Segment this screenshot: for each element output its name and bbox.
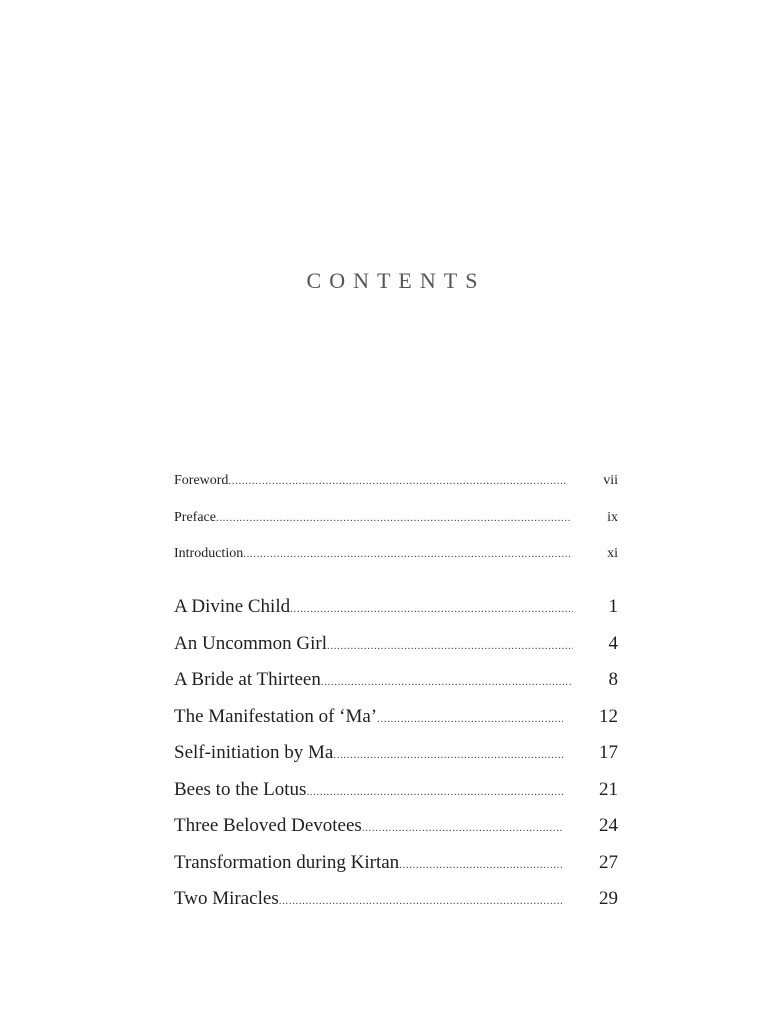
toc-entry-chapter[interactable] <box>174 669 618 691</box>
toc-entry-chapter[interactable] <box>174 888 618 910</box>
toc-entry-page-number: vii <box>603 473 618 488</box>
toc-entry-page-number: 21 <box>599 779 618 800</box>
toc-entry-title: A Divine Child <box>174 596 291 617</box>
toc-entry-chapter[interactable] <box>174 706 618 728</box>
toc-entry-page-number: xi <box>607 546 618 561</box>
toc-entry-title: Self-initiation by Ma <box>174 742 334 763</box>
dot-leader <box>290 604 572 615</box>
dot-leader <box>321 677 573 688</box>
toc-entry-title: Two Miracles <box>174 888 279 909</box>
dot-leader <box>228 476 567 487</box>
dot-leader <box>377 714 563 725</box>
toc-entry-title: Three Beloved Devotees <box>174 815 362 836</box>
toc-entry-title: A Bride at Thirteen <box>174 669 321 690</box>
toc-entry-chapter[interactable] <box>174 779 618 801</box>
toc-entry-foreword[interactable] <box>174 473 618 489</box>
toc-entry-chapter[interactable] <box>174 742 618 764</box>
toc-entry-title: Preface <box>174 510 216 525</box>
dot-leader <box>333 750 563 761</box>
toc-entry-preface[interactable] <box>174 510 618 526</box>
toc-entry-introduction[interactable] <box>174 546 618 562</box>
dot-leader <box>279 896 563 907</box>
dot-leader <box>362 823 563 834</box>
toc-entry-page-number: 29 <box>599 888 618 909</box>
dot-leader <box>327 641 572 652</box>
page-title: CONTENTS <box>306 268 486 293</box>
dot-leader <box>399 860 563 871</box>
toc-entry-page-number: 17 <box>599 742 618 763</box>
toc-entry-chapter[interactable] <box>174 815 618 837</box>
toc-entry-chapter[interactable] <box>174 852 618 874</box>
toc-entry-title: Foreword <box>174 473 229 488</box>
toc-entry-title: An Uncommon Girl <box>174 633 328 654</box>
dot-leader <box>216 513 571 524</box>
toc-entry-page-number: 27 <box>599 852 618 873</box>
toc-entry-title: Transformation during Kirtan <box>174 852 400 873</box>
toc-entry-chapter[interactable] <box>174 633 618 655</box>
toc-entry-title: The Manifestation of ‘Ma’ <box>174 706 378 727</box>
toc-entry-page-number: 24 <box>599 815 618 836</box>
dot-leader <box>243 549 571 560</box>
toc-entry-page-number: 12 <box>599 706 618 727</box>
toc-entry-page-number: 1 <box>608 596 618 617</box>
toc-entry-title: Introduction <box>174 546 244 561</box>
toc-entry-title: Bees to the Lotus <box>174 779 307 800</box>
dot-leader <box>306 787 563 798</box>
toc-entry-page-number: ix <box>607 510 618 525</box>
toc-entry-page-number: 4 <box>608 633 618 654</box>
toc-entry-chapter[interactable] <box>174 596 618 618</box>
toc-entry-page-number: 8 <box>608 669 618 690</box>
